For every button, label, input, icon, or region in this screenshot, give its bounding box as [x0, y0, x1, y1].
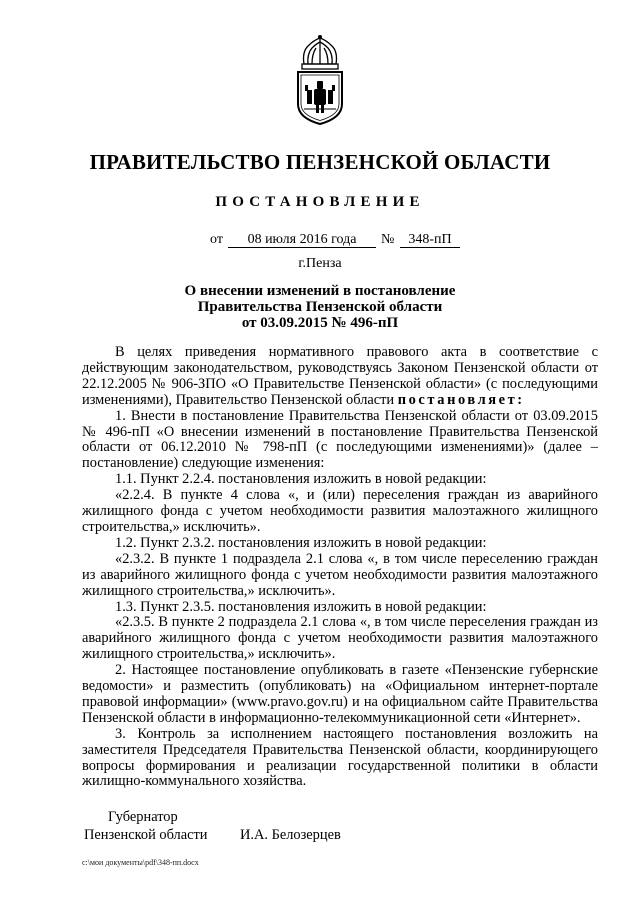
paragraph-1-3-text: «2.3.5. В пункте 2 подраздела 2.1 слова «, в том числе переселения граждан из аварийного жилищного фонда с учетом необходимости развития малоэтажного жилищного строительства,» исключить».	[82, 614, 598, 663]
document-type: ПОСТАНОВЛЕНИЕ	[215, 194, 425, 210]
paragraph-1-2: 1.2. Пункт 2.3.2. постановления изложить в новой редакции:	[115, 534, 487, 551]
penza-coat-of-arms-icon	[292, 34, 348, 126]
paragraph-1: 1. Внести в постановление Правительства Пензенской области от 03.09.2015 № 496-пП «О внесении изменений в постановление Правительства Пензенской области от 06.12.2010 № 798-пП (с последующими изменениями)» (далее – постановление) следующие изменения:	[82, 407, 598, 472]
subject-line-3: от 03.09.2015 № 496-пП	[241, 315, 399, 331]
organization-title: ПРАВИТЕЛЬСТВО ПЕНЗЕНСКОЙ ОБЛАСТИ	[89, 150, 551, 174]
paragraph-1-1-text: «2.2.4. В пункте 4 слова «, и (или) переселения граждан из аварийного жилищного фонда с учетом необходимости развития малоэтажного жилищного строительства,» исключить».	[82, 487, 598, 535]
number-label: №	[381, 232, 395, 247]
subject-line-2: Правительства Пензенской области	[197, 299, 443, 315]
paragraph-preamble: В целях приведения нормативного правового акта в соответствие с действующим законодательством, руководствуясь Законом Пензенской области от 22.12.2005 № 906-ЗПО «О Правительстве Пензенской области» (с последующими изменениями), Правительство Пензенской области постановляет:	[82, 344, 598, 408]
date-number-line	[0, 232, 640, 250]
file-path-footer: c:\мои документы\pdf\348-пп.docx	[82, 858, 199, 867]
subject-line-1: О внесении изменений в постановление	[184, 283, 456, 299]
date-prefix: от	[210, 232, 223, 247]
paragraph-2: 2. Настоящее постановление опубликовать в газете «Пензенские губернские ведомости» и разместить (опубликовать) на «Официальном интернет-портале правовой информации» (www.pravo.gov.ru) и на официальном сайте Правительства Пензенской области в информационно-телекоммуникационной сети «Интернет».	[82, 662, 598, 726]
document-number: 348-пП	[400, 232, 460, 248]
document-subject	[0, 283, 640, 331]
resolution-verb: постановляет:	[397, 391, 525, 408]
paragraph-1-3: 1.3. Пункт 2.3.5. постановления изложить в новой редакции:	[115, 598, 487, 615]
document-body	[82, 345, 598, 790]
signatory-name: И.А. Белозерцев	[240, 827, 341, 843]
city: г.Пенза	[298, 256, 342, 271]
paragraph-1-2-text: «2.3.2. В пункте 1 подраздела 2.1 слова «, в том числе переселению граждан из аварийного жилищного фонда с учетом необходимости развития малоэтажного жилищного строительства,» исключить».	[82, 550, 598, 599]
paragraph-3: 3. Контроль за исполнением настоящего постановления возложить на заместителя Председателя Правительства Пензенской области, координирующего вопросы формирования и реализации государственной политики в области жилищно-коммунального хозяйства.	[82, 725, 598, 790]
document-date: 08 июля 2016 года	[228, 232, 376, 248]
signatory-title-line-1: Губернатор	[108, 809, 178, 825]
signatory-title-line-2: Пензенской области	[84, 827, 208, 843]
paragraph-1-1: 1.1. Пункт 2.2.4. постановления изложить в новой редакции:	[115, 471, 487, 488]
